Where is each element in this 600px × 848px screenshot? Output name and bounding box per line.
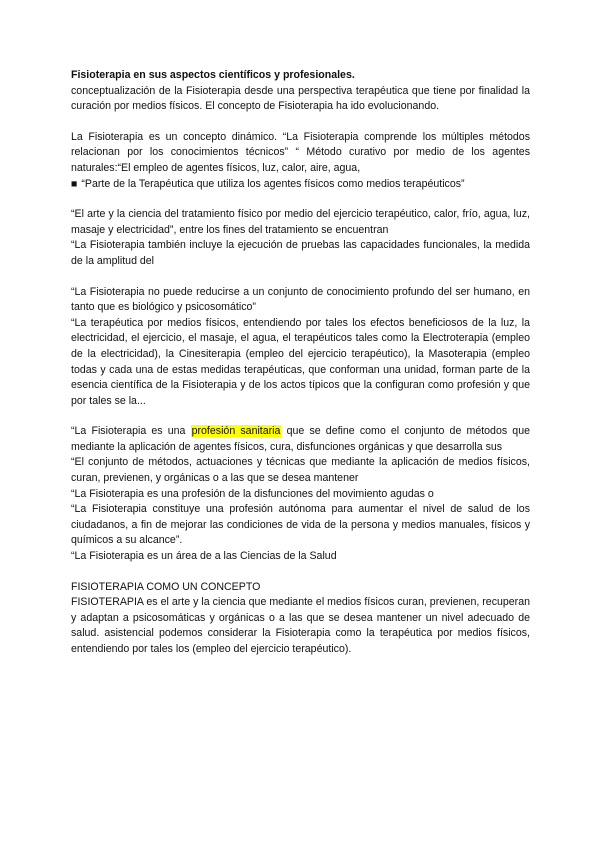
document-title: Fisioterapia en sus aspectos científicos y profesionales.	[71, 69, 355, 81]
bullet-text: “Parte de la Terapéutica que utiliza los agentes físicos como medios terapéuticos”	[81, 177, 465, 190]
intro-paragraph: conceptualización de la Fisioterapia desde una perspectiva terapéutica que tiene por finalidad la curación por medios físicos. El concepto de Fisioterapia ha ido evolucionando.	[71, 84, 530, 113]
bullet-icon: ■	[71, 177, 78, 190]
physical-means-paragraph: “La terapéutica por medios físicos, entendiendo por tales los efectos beneficiosos de la luz, la electricidad, el ejercicio, el masaje, el agua, el terapéuticos tales como la Electroterapia (empleo de la electricidad), la Cinesiterapia (empleo del ejercicio terapéutico), la Masoterapia (empleo todas y cada una de estas medidas terapéuticas, que conforman una unidad, forman parte de la esencia científica de la Fisioterapia y de los actos típicos que la configuran como profesión y que por tales se la...	[71, 316, 530, 407]
paragraph-gap	[71, 270, 530, 285]
methods-paragraph: “El conjunto de métodos, actuaciones y técnicas que mediante la aplicación de medios físicos, curan, previenen, y orgánicas o a las que se desea mantener	[71, 456, 530, 485]
concept-paragraph: La Fisioterapia es un concepto dinámico. “La Fisioterapia comprende los múltiples métodos relacionan por los conocimientos técnicos” “ Método curativo por medio de los agentes naturales:“El empleo de agentes físicos, luz, calor, aire, agua,	[71, 130, 530, 174]
bullet-line	[71, 177, 530, 193]
paragraph-gap	[71, 115, 530, 130]
highlighted-term: profesión sanitaria	[191, 425, 281, 438]
human-knowledge-paragraph: “La Fisioterapia no puede reducirse a un conjunto de conocimiento profundo del ser humano, en tanto que es biológico y psicosomático”	[71, 285, 530, 314]
functional-tests-paragraph: “La Fisioterapia también incluye la ejecución de pruebas las capacidades funcionales, la medida de la amplitud del	[71, 239, 530, 267]
health-profession-prefix: “La Fisioterapia es una	[71, 425, 191, 438]
health-sciences-paragraph: “La Fisioterapia es un área de a las Ciencias de la Salud	[71, 550, 337, 563]
section-title: FISIOTERAPIA COMO UN CONCEPTO	[71, 580, 261, 593]
health-profession-paragraph	[71, 424, 530, 455]
paragraph-gap	[71, 192, 530, 207]
autonomous-profession-paragraph: “La Fisioterapia constituye una profesión autónoma para aumentar el nivel de salud de los ciudadanos, a fin de mejorar las condiciones de vida de la persona y medios manuales, físicos y químicos a su alcance”.	[71, 503, 530, 547]
health-profession-suffix: que se define como el conjunto de métodos que mediante la aplicación de agentes físicos, cura, disfunciones orgánicas y que desarrolla sus	[71, 425, 530, 453]
art-science-paragraph: “El arte y la ciencia del tratamiento físico por medio del ejercicio terapéutico, calor, frío, agua, luz, masaje y electricidad”, entre los fines del tratamiento se encuentran	[71, 208, 530, 236]
paragraph-gap	[71, 409, 530, 424]
section-paragraph: FISIOTERAPIA es el arte y la ciencia que mediante el medios físicos curan, previenen, recuperan y adaptan a psicosomáticas y orgánicas o a las que se desea mantener un nivel adecuado de salud. asistencial podemos considerar la Fisioterapia como la terapéutica por medios físicos, entendiendo por tales los (empleo del ejercicio terapéutico).	[71, 596, 530, 655]
movement-dysfunction-paragraph: “La Fisioterapia es una profesión de la disfunciones del movimiento agudas o	[71, 487, 434, 500]
